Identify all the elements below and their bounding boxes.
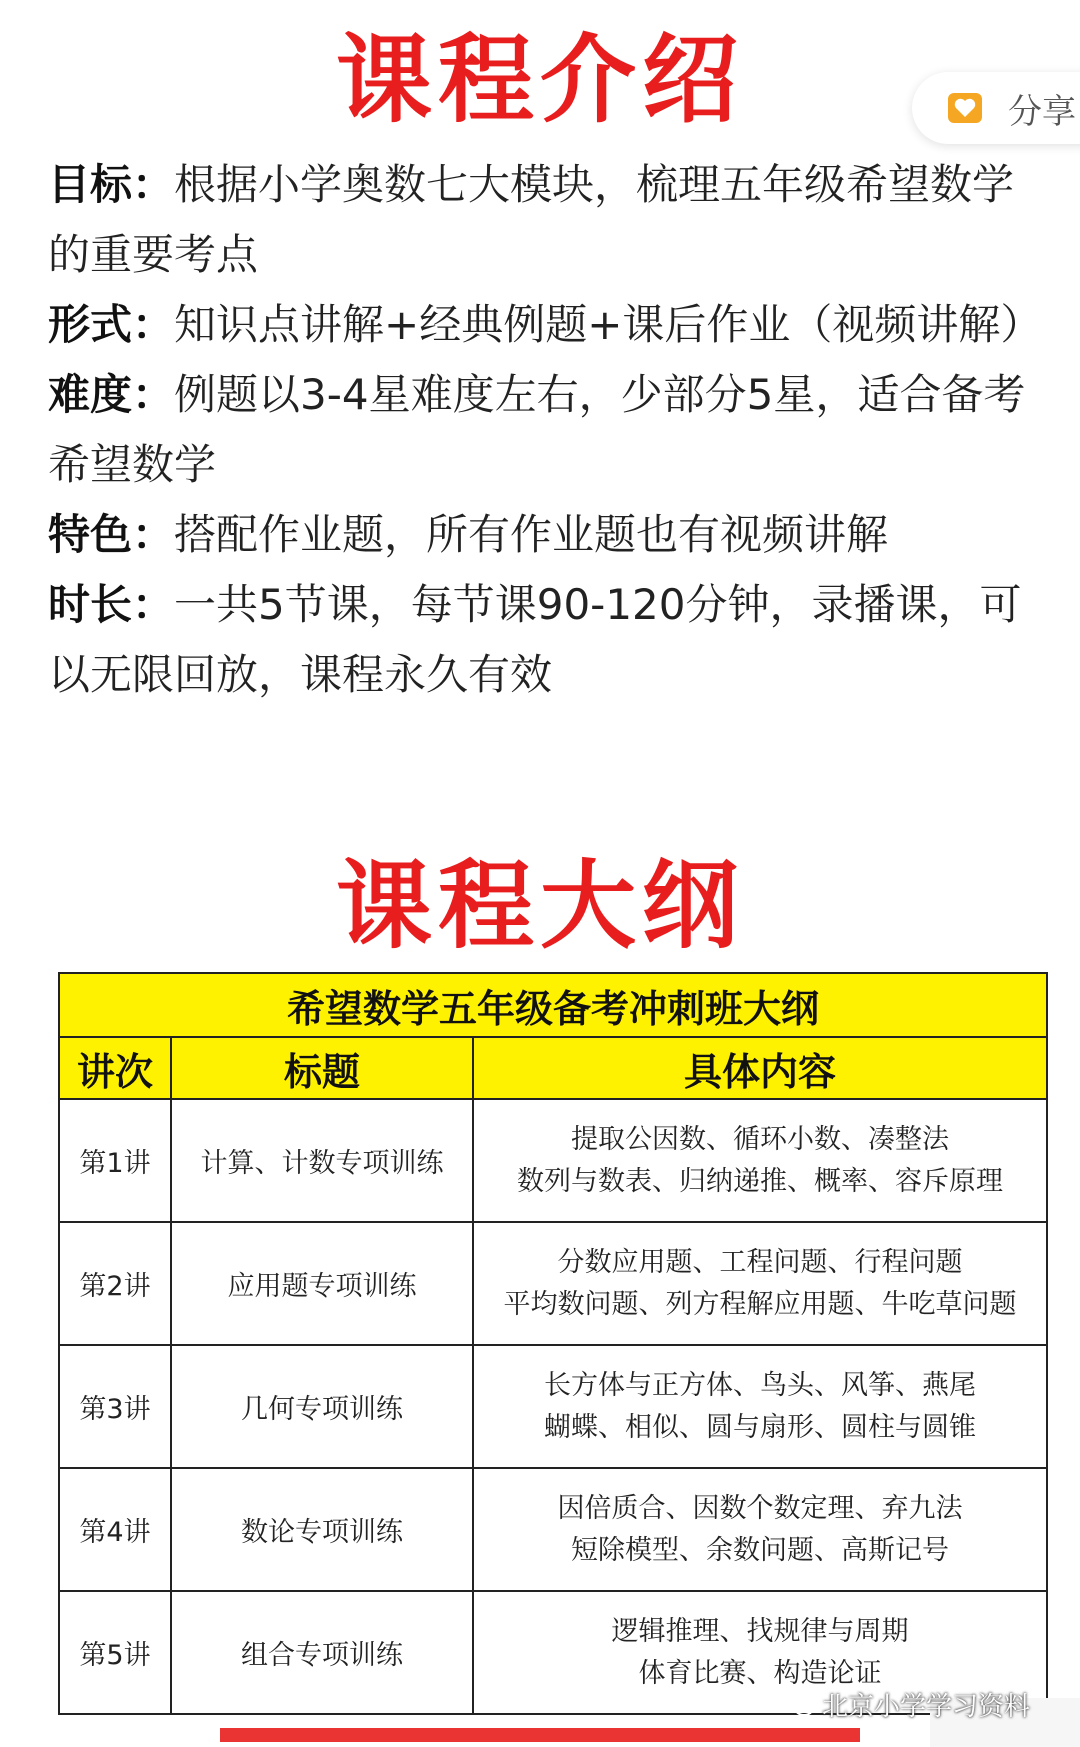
content-line: 体育比赛、构造论证 [638,1657,882,1689]
lesson-cell: 第1讲 [59,1099,171,1222]
wechat-icon [782,1691,816,1719]
intro-text: 搭配作业题，所有作业题也有视频讲解 [174,510,889,559]
lesson-cell: 第4讲 [59,1468,171,1591]
content-line: 平均数问题、列方程解应用题、牛吃草问题 [503,1288,1017,1320]
intro-text: 一共5节课，每节课90-120分钟，录播课，可以无限回放，课程永久有效 [48,580,1022,699]
content-cell [473,1345,1047,1468]
share-heart-icon [946,89,984,127]
content-cell [473,1099,1047,1222]
intro-item-difficulty [48,360,1048,500]
table-caption: 希望数学五年级备考冲刺班大纲 [59,973,1047,1037]
intro-label: 特色： [48,510,175,559]
content-line: 因倍质合、因数个数定理、弃九法 [557,1492,963,1524]
intro-label: 时长： [48,580,175,629]
content-line: 分数应用题、工程问题、行程问题 [557,1246,963,1278]
intro-label: 形式： [48,300,175,349]
title-cell: 计算、计数专项训练 [171,1099,473,1222]
table-row [59,1222,1047,1345]
intro-text: 根据小学奥数七大模块，梳理五年级希望数学的重要考点 [48,160,1015,279]
intro-text: 例题以3-4星难度左右，少部分5星，适合备考希望数学 [48,370,1026,489]
content-line: 短除模型、余数问题、高斯记号 [571,1534,949,1566]
intro-text: 知识点讲解+经典例题+课后作业（视频讲解） [174,300,1043,349]
lesson-cell: 第2讲 [59,1222,171,1345]
watermark [782,1686,1030,1723]
share-button[interactable] [912,72,1080,144]
content-cell [473,1468,1047,1591]
content-cell [473,1222,1047,1345]
next-heading-partial [220,1724,860,1747]
table-caption-row [59,973,1047,1037]
lesson-cell: 第3讲 [59,1345,171,1468]
intro-item-goal [48,150,1048,290]
title-cell: 几何专项训练 [171,1345,473,1468]
column-header-content: 具体内容 [473,1037,1047,1099]
column-header-lesson: 讲次 [59,1037,171,1099]
outline-table [58,972,1048,1715]
title-cell: 数论专项训练 [171,1468,473,1591]
intro-label: 目标： [48,160,175,209]
content-line: 提取公因数、循环小数、凑整法 [571,1123,949,1155]
content-line: 逻辑推理、找规律与周期 [611,1615,909,1647]
title-cell: 组合专项训练 [171,1591,473,1714]
content-line: 长方体与正方体、鸟头、风筝、燕尾 [544,1369,976,1401]
intro-item-duration [48,570,1048,710]
watermark-text: 北京小学学习资料 [822,1692,1031,1722]
share-label: 分享 [1008,91,1076,132]
intro-item-feature [48,500,1048,570]
table-header-row [59,1037,1047,1099]
table-row [59,1099,1047,1222]
column-header-title: 标题 [171,1037,473,1099]
intro-section [48,150,1048,710]
table-row [59,1468,1047,1591]
intro-item-format [48,290,1048,360]
content-line: 数列与数表、归纳递推、概率、容斥原理 [517,1165,1003,1197]
intro-heading: 课程介绍 [336,24,744,136]
outline-heading: 课程大纲 [336,850,744,962]
content-line: 蝴蝶、相似、圆与扇形、圆柱与圆锥 [544,1411,976,1443]
title-cell: 应用题专项训练 [171,1222,473,1345]
lesson-cell: 第5讲 [59,1591,171,1714]
table-row [59,1345,1047,1468]
intro-label: 难度： [48,370,175,419]
